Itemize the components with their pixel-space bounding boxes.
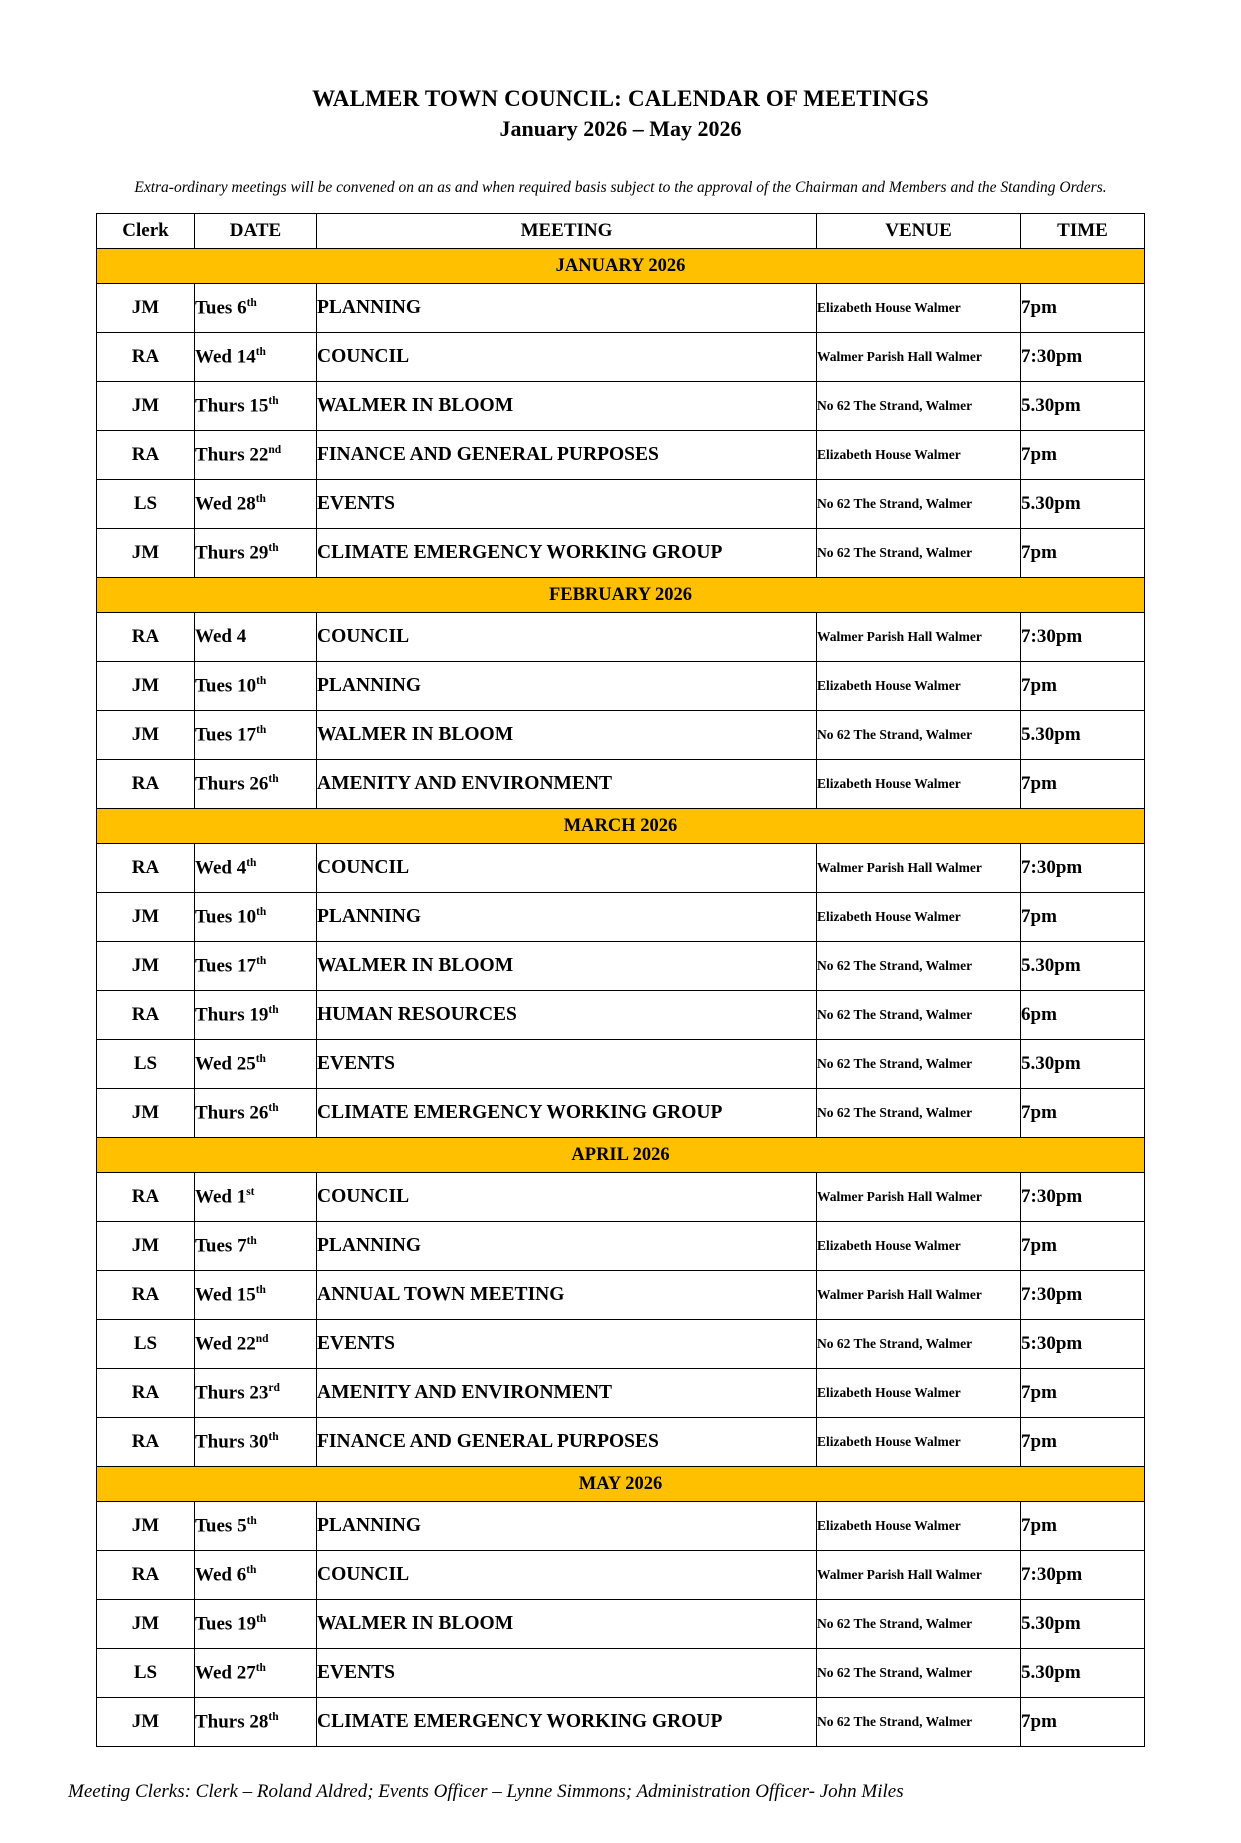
date-ordinal-suffix: nd xyxy=(268,444,282,457)
date-text: Thurs 15 xyxy=(195,395,269,417)
date-text: Tues 17 xyxy=(195,955,257,977)
cell-clerk: JM xyxy=(97,1600,195,1649)
cell-date xyxy=(195,1173,317,1222)
date-text: Tues 5 xyxy=(195,1515,247,1537)
cell-meeting: WALMER IN BLOOM xyxy=(317,1600,817,1649)
cell-time: 7pm xyxy=(1021,1502,1145,1551)
date-text: Wed 27 xyxy=(195,1662,256,1684)
table-row xyxy=(97,1502,1145,1551)
cell-date xyxy=(195,1698,317,1747)
cell-meeting: COUNCIL xyxy=(317,613,817,662)
table-row xyxy=(97,431,1145,480)
cell-venue: No 62 The Strand, Walmer xyxy=(817,1600,1021,1649)
cell-clerk: JM xyxy=(97,529,195,578)
date-ordinal-suffix: th xyxy=(256,675,267,688)
cell-date xyxy=(195,942,317,991)
date-ordinal-suffix: th xyxy=(268,1004,279,1017)
cell-time: 5.30pm xyxy=(1021,942,1145,991)
date-ordinal-suffix: th xyxy=(246,1235,257,1248)
cell-date xyxy=(195,893,317,942)
cell-venue: No 62 The Strand, Walmer xyxy=(817,529,1021,578)
cell-time: 5.30pm xyxy=(1021,1040,1145,1089)
cell-clerk: RA xyxy=(97,1418,195,1467)
cell-meeting: COUNCIL xyxy=(317,844,817,893)
cell-meeting: FINANCE AND GENERAL PURPOSES xyxy=(317,431,817,480)
month-label: FEBRUARY 2026 xyxy=(97,578,1145,613)
date-ordinal-suffix: th xyxy=(268,395,279,408)
cell-clerk: JM xyxy=(97,942,195,991)
table-row xyxy=(97,613,1145,662)
table-row xyxy=(97,1089,1145,1138)
cell-time: 7:30pm xyxy=(1021,844,1145,893)
cell-time: 7pm xyxy=(1021,529,1145,578)
date-ordinal-suffix: th xyxy=(268,1102,279,1115)
cell-meeting: PLANNING xyxy=(317,1502,817,1551)
cell-clerk: RA xyxy=(97,1551,195,1600)
table-row xyxy=(97,1271,1145,1320)
cell-time: 7pm xyxy=(1021,431,1145,480)
cell-time: 7:30pm xyxy=(1021,333,1145,382)
date-text: Tues 19 xyxy=(195,1613,257,1635)
cell-time: 7pm xyxy=(1021,1089,1145,1138)
date-text: Tues 10 xyxy=(195,906,257,928)
cell-venue: Elizabeth House Walmer xyxy=(817,1222,1021,1271)
table-row xyxy=(97,711,1145,760)
date-text: Thurs 30 xyxy=(195,1431,269,1453)
cell-date xyxy=(195,431,317,480)
cell-meeting: PLANNING xyxy=(317,284,817,333)
cell-meeting: CLIMATE EMERGENCY WORKING GROUP xyxy=(317,1089,817,1138)
cell-clerk: RA xyxy=(97,844,195,893)
cell-date xyxy=(195,1600,317,1649)
date-ordinal-suffix: th xyxy=(255,346,266,359)
cell-clerk: RA xyxy=(97,1173,195,1222)
cell-meeting: PLANNING xyxy=(317,1222,817,1271)
month-label: MAY 2026 xyxy=(97,1467,1145,1502)
date-ordinal-suffix: st xyxy=(246,1186,255,1199)
column-header-venue: VENUE xyxy=(817,214,1021,249)
cell-clerk: RA xyxy=(97,431,195,480)
cell-date xyxy=(195,1502,317,1551)
date-text: Thurs 26 xyxy=(195,773,269,795)
cell-date xyxy=(195,1040,317,1089)
cell-time: 5:30pm xyxy=(1021,1320,1145,1369)
cell-meeting: EVENTS xyxy=(317,480,817,529)
date-text: Thurs 26 xyxy=(195,1102,269,1124)
table-row xyxy=(97,991,1145,1040)
date-text: Thurs 29 xyxy=(195,542,269,564)
table-row xyxy=(97,942,1145,991)
cell-date xyxy=(195,1089,317,1138)
cell-meeting: ANNUAL TOWN MEETING xyxy=(317,1271,817,1320)
table-row xyxy=(97,480,1145,529)
month-label: APRIL 2026 xyxy=(97,1138,1145,1173)
column-header-clerk: Clerk xyxy=(97,214,195,249)
cell-date xyxy=(195,1551,317,1600)
cell-venue: No 62 The Strand, Walmer xyxy=(817,942,1021,991)
cell-venue: Walmer Parish Hall Walmer xyxy=(817,613,1021,662)
date-ordinal-suffix: th xyxy=(246,1515,257,1528)
cell-venue: Elizabeth House Walmer xyxy=(817,284,1021,333)
cell-time: 7:30pm xyxy=(1021,1271,1145,1320)
cell-clerk: LS xyxy=(97,1320,195,1369)
cell-clerk: JM xyxy=(97,1502,195,1551)
cell-clerk: JM xyxy=(97,284,195,333)
cell-venue: Walmer Parish Hall Walmer xyxy=(817,1173,1021,1222)
cell-meeting: CLIMATE EMERGENCY WORKING GROUP xyxy=(317,529,817,578)
cell-venue: Elizabeth House Walmer xyxy=(817,893,1021,942)
cell-clerk: RA xyxy=(97,333,195,382)
cell-meeting: CLIMATE EMERGENCY WORKING GROUP xyxy=(317,1698,817,1747)
date-ordinal-suffix: rd xyxy=(268,1382,280,1395)
cell-clerk: JM xyxy=(97,1222,195,1271)
table-row xyxy=(97,844,1145,893)
cell-time: 5.30pm xyxy=(1021,1600,1145,1649)
date-ordinal-suffix: th xyxy=(255,1662,266,1675)
date-text: Thurs 23 xyxy=(195,1382,269,1404)
cell-time: 5.30pm xyxy=(1021,480,1145,529)
table-row xyxy=(97,893,1145,942)
table-row xyxy=(97,1698,1145,1747)
table-row xyxy=(97,284,1145,333)
date-text: Thurs 19 xyxy=(195,1004,269,1026)
date-ordinal-suffix: th xyxy=(256,955,267,968)
column-header-time: TIME xyxy=(1021,214,1145,249)
cell-date xyxy=(195,1418,317,1467)
cell-venue: No 62 The Strand, Walmer xyxy=(817,1698,1021,1747)
date-text: Wed 4 xyxy=(195,626,247,648)
date-text: Wed 4 xyxy=(195,857,247,879)
cell-venue: No 62 The Strand, Walmer xyxy=(817,1320,1021,1369)
table-row xyxy=(97,382,1145,431)
table-row xyxy=(97,760,1145,809)
cell-meeting: COUNCIL xyxy=(317,1173,817,1222)
cell-date xyxy=(195,382,317,431)
cell-date xyxy=(195,1222,317,1271)
cell-clerk: JM xyxy=(97,1698,195,1747)
cell-meeting: PLANNING xyxy=(317,893,817,942)
cell-date xyxy=(195,480,317,529)
month-band-row xyxy=(97,249,1145,284)
cell-clerk: JM xyxy=(97,893,195,942)
cell-venue: No 62 The Strand, Walmer xyxy=(817,711,1021,760)
date-ordinal-suffix: nd xyxy=(255,1333,269,1346)
month-label: MARCH 2026 xyxy=(97,809,1145,844)
date-text: Wed 15 xyxy=(195,1284,256,1306)
table-row xyxy=(97,1222,1145,1271)
date-text: Wed 22 xyxy=(195,1333,256,1355)
column-header-meeting: MEETING xyxy=(317,214,817,249)
meeting-clerks-footer: Meeting Clerks: Clerk – Roland Aldred; Events Officer – Lynne Simmons; Administration Officer- John Miles xyxy=(68,1781,904,1803)
cell-date xyxy=(195,760,317,809)
date-ordinal-suffix: th xyxy=(268,1431,279,1444)
cell-meeting: FINANCE AND GENERAL PURPOSES xyxy=(317,1418,817,1467)
cell-venue: Elizabeth House Walmer xyxy=(817,760,1021,809)
cell-date xyxy=(195,613,317,662)
extraordinary-meetings-note: Extra-ordinary meetings will be convened on an as and when required basis subject to the approval of the Chairman and Members and the Standing Orders. xyxy=(134,179,1107,197)
cell-date xyxy=(195,1649,317,1698)
cell-time: 7:30pm xyxy=(1021,1173,1145,1222)
date-ordinal-suffix: th xyxy=(256,1613,267,1626)
cell-time: 7pm xyxy=(1021,662,1145,711)
cell-venue: Elizabeth House Walmer xyxy=(817,1369,1021,1418)
cell-clerk: JM xyxy=(97,662,195,711)
month-band-row xyxy=(97,809,1145,844)
month-band-row xyxy=(97,578,1145,613)
table-row xyxy=(97,1551,1145,1600)
table-body xyxy=(97,249,1145,1747)
date-ordinal-suffix: th xyxy=(268,542,279,555)
table-row xyxy=(97,1320,1145,1369)
date-text: Wed 25 xyxy=(195,1053,256,1075)
cell-time: 5.30pm xyxy=(1021,711,1145,760)
cell-venue: Elizabeth House Walmer xyxy=(817,1502,1021,1551)
cell-venue: No 62 The Strand, Walmer xyxy=(817,991,1021,1040)
cell-time: 5.30pm xyxy=(1021,382,1145,431)
cell-meeting: EVENTS xyxy=(317,1040,817,1089)
cell-clerk: LS xyxy=(97,1649,195,1698)
cell-time: 7:30pm xyxy=(1021,1551,1145,1600)
cell-venue: Walmer Parish Hall Walmer xyxy=(817,333,1021,382)
cell-meeting: WALMER IN BLOOM xyxy=(317,711,817,760)
table-row xyxy=(97,1600,1145,1649)
cell-date xyxy=(195,1369,317,1418)
cell-clerk: JM xyxy=(97,382,195,431)
cell-clerk: RA xyxy=(97,613,195,662)
cell-venue: No 62 The Strand, Walmer xyxy=(817,1040,1021,1089)
cell-time: 7pm xyxy=(1021,893,1145,942)
cell-clerk: RA xyxy=(97,760,195,809)
date-text: Wed 28 xyxy=(195,493,256,515)
date-text: Thurs 22 xyxy=(195,444,269,466)
cell-time: 5.30pm xyxy=(1021,1649,1145,1698)
date-text: Wed 1 xyxy=(195,1186,247,1208)
cell-venue: No 62 The Strand, Walmer xyxy=(817,1089,1021,1138)
cell-clerk: JM xyxy=(97,1089,195,1138)
cell-venue: No 62 The Strand, Walmer xyxy=(817,480,1021,529)
cell-venue: No 62 The Strand, Walmer xyxy=(817,382,1021,431)
date-ordinal-suffix: th xyxy=(268,773,279,786)
cell-date xyxy=(195,1320,317,1369)
cell-meeting: AMENITY AND ENVIRONMENT xyxy=(317,760,817,809)
date-ordinal-suffix: th xyxy=(246,857,257,870)
cell-clerk: RA xyxy=(97,1369,195,1418)
date-text: Tues 7 xyxy=(195,1235,247,1257)
cell-meeting: WALMER IN BLOOM xyxy=(317,942,817,991)
date-ordinal-suffix: th xyxy=(246,1564,257,1577)
date-ordinal-suffix: th xyxy=(256,724,267,737)
cell-date xyxy=(195,1271,317,1320)
table-row xyxy=(97,1040,1145,1089)
column-header-date: DATE xyxy=(195,214,317,249)
cell-clerk: LS xyxy=(97,1040,195,1089)
cell-date xyxy=(195,333,317,382)
cell-time: 7:30pm xyxy=(1021,613,1145,662)
table-row xyxy=(97,662,1145,711)
date-text: Tues 6 xyxy=(195,297,247,319)
cell-time: 7pm xyxy=(1021,1222,1145,1271)
date-ordinal-suffix: th xyxy=(246,297,257,310)
cell-venue: Walmer Parish Hall Walmer xyxy=(817,1271,1021,1320)
month-band-row xyxy=(97,1467,1145,1502)
date-text: Wed 6 xyxy=(195,1564,247,1586)
cell-venue: Walmer Parish Hall Walmer xyxy=(817,844,1021,893)
cell-date xyxy=(195,844,317,893)
month-band-row xyxy=(97,1138,1145,1173)
table-row xyxy=(97,1173,1145,1222)
cell-venue: Elizabeth House Walmer xyxy=(817,431,1021,480)
table-row xyxy=(97,1649,1145,1698)
meetings-calendar-table xyxy=(96,213,1145,1747)
cell-meeting: EVENTS xyxy=(317,1649,817,1698)
cell-date xyxy=(195,284,317,333)
page-title: WALMER TOWN COUNCIL: CALENDAR OF MEETINGS xyxy=(312,86,929,111)
cell-clerk: LS xyxy=(97,480,195,529)
date-text: Tues 17 xyxy=(195,724,257,746)
month-label: JANUARY 2026 xyxy=(97,249,1145,284)
table-row xyxy=(97,1369,1145,1418)
cell-meeting: HUMAN RESOURCES xyxy=(317,991,817,1040)
cell-date xyxy=(195,529,317,578)
cell-time: 7pm xyxy=(1021,1369,1145,1418)
date-ordinal-suffix: th xyxy=(268,1711,279,1724)
date-text: Tues 10 xyxy=(195,675,257,697)
cell-date xyxy=(195,662,317,711)
table-row xyxy=(97,333,1145,382)
cell-clerk: JM xyxy=(97,711,195,760)
page-subtitle: January 2026 – May 2026 xyxy=(499,116,742,142)
date-ordinal-suffix: th xyxy=(255,493,266,506)
cell-time: 7pm xyxy=(1021,760,1145,809)
cell-clerk: RA xyxy=(97,991,195,1040)
cell-clerk: RA xyxy=(97,1271,195,1320)
cell-time: 7pm xyxy=(1021,284,1145,333)
date-text: Wed 14 xyxy=(195,346,256,368)
cell-meeting: COUNCIL xyxy=(317,333,817,382)
date-ordinal-suffix: th xyxy=(255,1284,266,1297)
cell-venue: Elizabeth House Walmer xyxy=(817,662,1021,711)
cell-meeting: AMENITY AND ENVIRONMENT xyxy=(317,1369,817,1418)
cell-venue: No 62 The Strand, Walmer xyxy=(817,1649,1021,1698)
cell-date xyxy=(195,991,317,1040)
cell-meeting: EVENTS xyxy=(317,1320,817,1369)
cell-meeting: PLANNING xyxy=(317,662,817,711)
cell-time: 7pm xyxy=(1021,1698,1145,1747)
date-ordinal-suffix: th xyxy=(255,1053,266,1066)
cell-meeting: WALMER IN BLOOM xyxy=(317,382,817,431)
table-row xyxy=(97,1418,1145,1467)
date-ordinal-suffix: th xyxy=(256,906,267,919)
date-text: Thurs 28 xyxy=(195,1711,269,1733)
cell-time: 7pm xyxy=(1021,1418,1145,1467)
table-header-row xyxy=(97,214,1145,249)
cell-meeting: COUNCIL xyxy=(317,1551,817,1600)
cell-date xyxy=(195,711,317,760)
cell-venue: Walmer Parish Hall Walmer xyxy=(817,1551,1021,1600)
cell-time: 6pm xyxy=(1021,991,1145,1040)
cell-venue: Elizabeth House Walmer xyxy=(817,1418,1021,1467)
table-row xyxy=(97,529,1145,578)
